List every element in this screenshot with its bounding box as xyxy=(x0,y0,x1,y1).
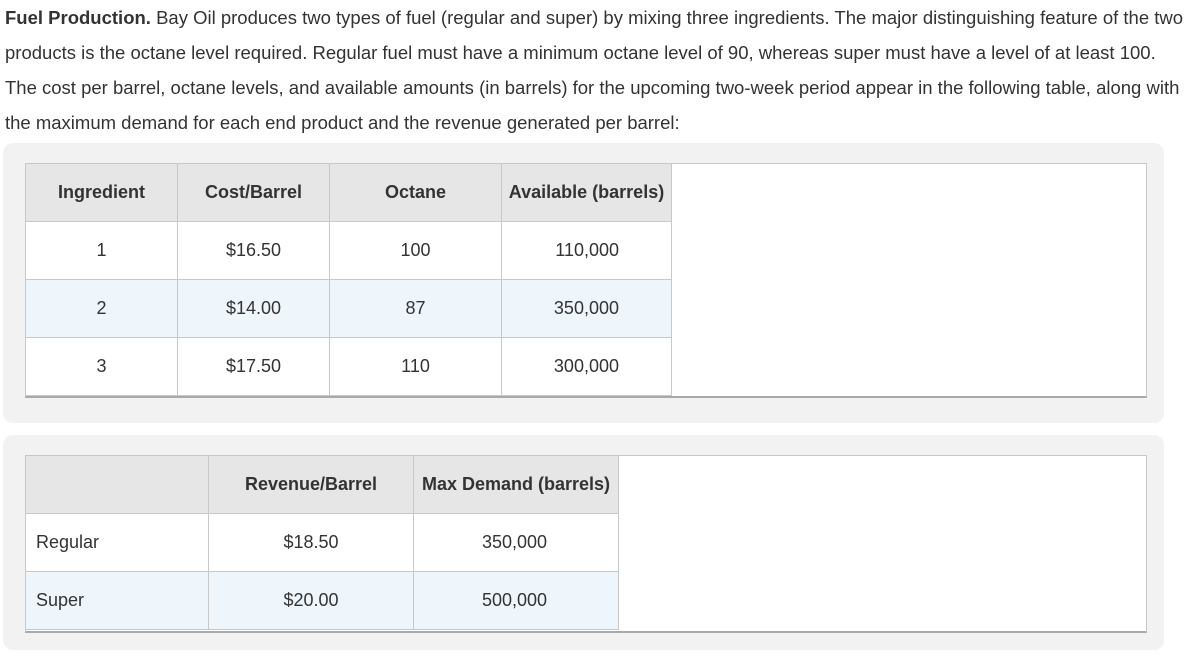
available-cell: 300,000 xyxy=(502,338,672,396)
products-table-container xyxy=(25,455,1147,633)
ingredients-table xyxy=(25,163,672,396)
available-cell: 110,000 xyxy=(502,222,672,280)
cost-cell: $16.50 xyxy=(178,222,330,280)
products-table-panel xyxy=(3,435,1164,650)
table-row xyxy=(26,572,619,630)
revenue-cell: $20.00 xyxy=(209,572,414,630)
column-header-ingredient: Ingredient xyxy=(26,164,178,222)
table-header-row xyxy=(26,164,672,222)
revenue-cell: $18.50 xyxy=(209,514,414,572)
column-header-max-demand: Max Demand (barrels) xyxy=(414,456,619,514)
problem-title: Fuel Production. xyxy=(5,7,151,28)
product-cell: Super xyxy=(26,572,209,630)
column-header-octane: Octane xyxy=(330,164,502,222)
table-row xyxy=(26,280,672,338)
cost-cell: $17.50 xyxy=(178,338,330,396)
problem-body: Bay Oil produces two types of fuel (regular and super) by mixing three ingredients. The major distinguishing feature of the two products is the octane level required. Regular fuel must have a minimum octane level of 90, whereas super must have a level of at least 100. The cost per barrel, octane levels, and available amounts (in barrels) for the upcoming two-week period appear in the following table, along with the maximum demand for each end product and the revenue generated per barrel: xyxy=(5,7,1184,133)
table-row xyxy=(26,338,672,396)
column-header-blank xyxy=(26,456,209,514)
ingredient-cell: 3 xyxy=(26,338,178,396)
ingredient-cell: 1 xyxy=(26,222,178,280)
octane-cell: 100 xyxy=(330,222,502,280)
column-header-available: Available (barrels) xyxy=(502,164,672,222)
octane-cell: 87 xyxy=(330,280,502,338)
demand-cell: 350,000 xyxy=(414,514,619,572)
cost-cell: $14.00 xyxy=(178,280,330,338)
problem-statement xyxy=(5,0,1185,140)
ingredients-table-container xyxy=(25,163,1147,398)
column-header-cost: Cost/Barrel xyxy=(178,164,330,222)
ingredients-table-panel xyxy=(3,143,1164,423)
products-table xyxy=(25,455,619,630)
available-cell: 350,000 xyxy=(502,280,672,338)
ingredient-cell: 2 xyxy=(26,280,178,338)
octane-cell: 110 xyxy=(330,338,502,396)
table-row xyxy=(26,514,619,572)
table-row xyxy=(26,222,672,280)
demand-cell: 500,000 xyxy=(414,572,619,630)
product-cell: Regular xyxy=(26,514,209,572)
column-header-revenue: Revenue/Barrel xyxy=(209,456,414,514)
table-header-row xyxy=(26,456,619,514)
